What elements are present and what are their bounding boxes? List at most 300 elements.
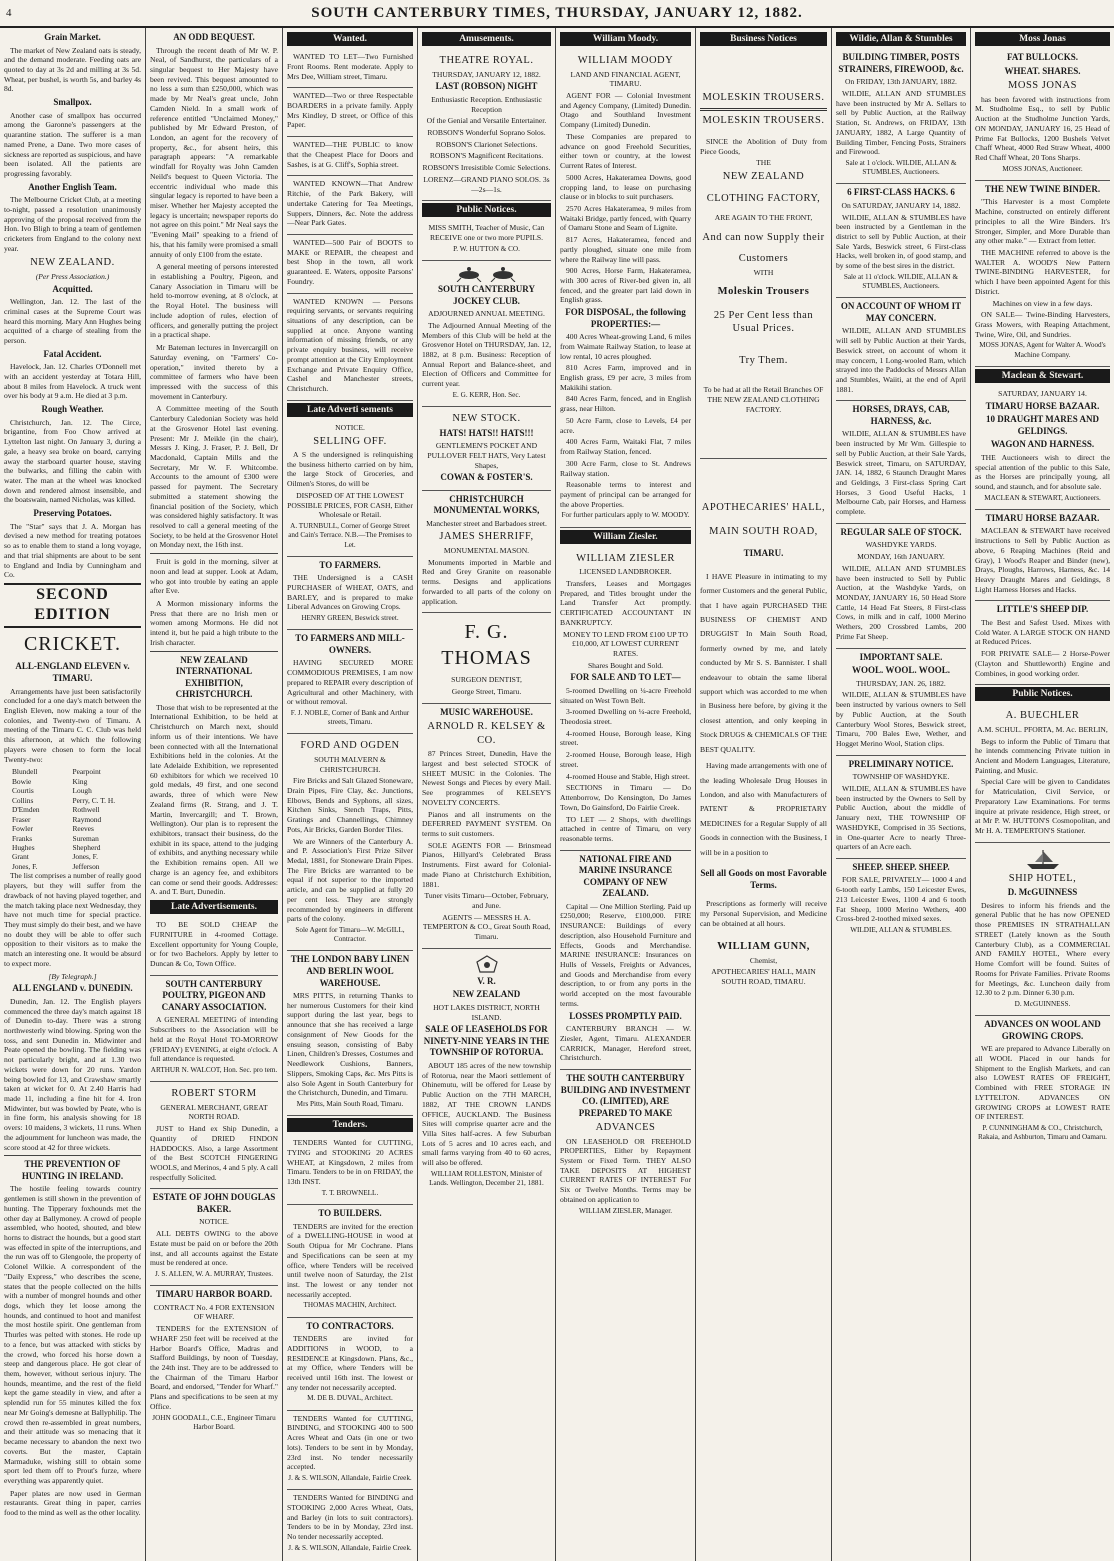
ad-heading: LITTLE'S SHEEP DIP.	[996, 604, 1089, 615]
ad-text: TENDERS Wanted for CUTTING, TYING and STOOKING 20 ACRES WHEAT, at Kingsdown, 2 miles from Timaru. Tenders to be in on FRIDAY, the 13th INST.	[287, 1138, 413, 1187]
advertisement	[287, 1490, 413, 1559]
page-number: 4	[6, 7, 13, 19]
article-body: Dunedin, Jan. 12. The English players commenced the three day's match against 18 of Dunedin to-day. There was a strong northwesterly wind blowing. Spring won the toss, and sent Dunedin in. Midwinter and Peate opened the bowling. The fielding was not particularly bright, and at 1.30 two wickets were down for 20 runs. Yardon being bowled for 13, and Crawshaw smartly taken at wicket for 0. At 2.40 Harris had made 11, including a fine hit for 4. Iron Midwinter, but was bowled by Peate, who is in fine form, his analysis showing for 18 overs: 10 maidens, 3 wickets, 11 runs. When the adjournment for luncheon was made, the score stood at 42 for three wickets.	[4, 996, 141, 1152]
ad-heading: Customers	[738, 253, 789, 265]
divider	[4, 1155, 141, 1156]
advertisement	[836, 859, 966, 941]
ad-heading: ROBERT STORM	[171, 1088, 257, 1100]
ad-heading: TIMARU HORSE BAZAAR.	[985, 512, 1100, 523]
ad-heading: SELLING OFF.	[313, 435, 387, 447]
section-banner: Amusements.	[422, 32, 551, 46]
ad-text: has been favored with instructions from M. Studholme Esq., to sell by Public Auction at the Studholme Junction Yards, ON MONDAY, JANUARY 16, 25 Head of Prime Fat Bullocks, 1200 Bushels Velvet Chaff Wheat, 4000 Red Straw Wheat, 4000 Red Chaff Wheat, 20 Tons Sharps.	[975, 94, 1110, 162]
ad-signature: Mrs Pitts, Main South Road, Timaru.	[296, 1099, 404, 1108]
ad-heading: 6 FIRST-CLASS HACKS. 6	[847, 187, 955, 198]
ad-text: 5-roomed Dwelling on ¼-acre Freehold situated on West Town Belt.	[560, 685, 691, 705]
ad-text: WILDIE, ALLAN & STUMBLES have been instructed by the Owners to Sell by Public Auction, about the middle of January next, THE TOWNSHIP OF WASHDYKE, Comprised in 35 Sections, in One-quarter Acre to nearly Three-quarters of an Acre each.	[836, 783, 966, 852]
ad-heading: WAGON AND HARNESS.	[990, 439, 1095, 450]
ad-heading: Moleskin Trousers	[717, 286, 810, 298]
ad-signature: M. DE B. DUVAL, Architect.	[307, 1394, 393, 1403]
ad-subheading: TOWNSHIP OF WASHDYKE.	[852, 772, 950, 782]
ad-text: ON LEASEHOLD OR FREEHOLD PROPERTIES, Either by Repayment System or Fixed Term. THEY ALSO TAKE DEPOSITS AT HIGHEST CURRENT RATES OF INTEREST For Six or Twelve Months. Terms may be obtained on application to	[560, 1136, 691, 1204]
masthead	[0, 0, 1114, 28]
ad-text: "This Harvester is a most Complete Machine, constructed on entirely different principles to all the Wire Binders. It's Stronger, Simpler, and More Durable than any other make." — Extract from letter.	[975, 197, 1110, 246]
advertisement	[287, 137, 413, 176]
advertisement	[287, 1318, 413, 1411]
ad-heading: THE LONDON BABY LINEN AND BERLIN WOOL WAREHOUSE.	[290, 954, 410, 988]
ad-heading: FAT BULLOCKS.	[1006, 52, 1078, 63]
ad-signature: HENRY GREEN, Beswick street.	[301, 614, 399, 623]
article-body: The Melbourne Cricket Club, at a meeting to-night, passed a resolution unanimously approving of the proposal received from the Hon. Ivo Bligh to bring a team of gentlemen cricketers from England to the colony next year.	[4, 195, 141, 253]
advertisement	[836, 649, 966, 756]
ad-text: WILDIE, ALLAN & STUMBLES have been instructed by various owners to Sell by Public Auction, at the South Canterbury Wool Stores, Beswick street, Timaru, 700 Bales Ewe, Wether, and Hogget Merino Wool, Station clips.	[836, 690, 966, 748]
ad-text: FOR PRIVATE SALE— 2 Horse-Power (Clayton and Shuttleworth) Engine and Combines, in good working order.	[975, 649, 1110, 678]
ad-text: ROBSON'S Clarionet Selections.	[435, 139, 538, 149]
advertisement	[975, 510, 1110, 602]
article-body: The list comprises a number of really good players, but they will suffer from the drawback of not having played together, and the match taking place next Wednesday, they have not much time for special practice. They must simply do their best, and we have no doubt they will be able to offer such opposition to their visitors as to make the match an interesting one. It would be absurd to expect more.	[4, 871, 141, 968]
player-name: Pearpoint	[72, 767, 101, 777]
ad-subheading: LICENSED LANDBROKER.	[579, 567, 672, 577]
player-name: Jones, F.	[12, 861, 38, 871]
ad-text: TENDERS are invited for ADDITIONS in WOOD, to a RESIDENCE at Kingsdown. Plans, &c., at my Office, where Tenders will be received until 16th inst. The lowest or any tender not necessarily accepted.	[287, 1334, 413, 1392]
player-name: Raymond	[72, 814, 102, 824]
ad-signature: WILLIAM ROLLESTON, Minister of Lands. Wellington, December 21, 1881.	[429, 1169, 544, 1188]
divider	[700, 108, 827, 111]
ship-icon	[1023, 848, 1063, 870]
ad-heading: SOUTH CANTERBURY JOCKEY CLUB.	[438, 284, 535, 306]
column-2-news	[146, 28, 283, 1561]
ad-text: TIMARU.	[743, 548, 784, 559]
advertisement	[836, 49, 966, 184]
ad-text: WILDIE, ALLAN AND STUMBLES will sell by Public Auction at their Yards, Beswick street, on account of whom it may concern, 1 Long-wooled Ram, which strayed into the Paddocks of Messrs Allan and Stumbles, Waiiti, at the end of April 1881.	[836, 326, 966, 394]
advertisement	[836, 524, 966, 649]
advertisement	[836, 756, 966, 859]
ad-signature: D. McGUINNESS.	[1014, 999, 1071, 1008]
ad-text: 87 Princes Street, Dunedin, Have the largest and best selected STOCK of SHEET MUSIC in the Colonies. The Newest Songs and Pieces by every Mail. See programmes of KELSEY'S NOVELTY CONCERTS.	[422, 749, 551, 807]
ad-signature: Sole Agent for Timaru—W. McGILL, Contractor.	[295, 926, 405, 944]
ad-subheading: MONUMENTAL MASON.	[443, 545, 530, 555]
ad-signature: J. & S. WILSON, Allandale, Fairlie Creek.	[288, 1543, 412, 1552]
advertisement	[287, 734, 413, 951]
ad-heading: WOOL. WOOL. WOOL.	[852, 665, 950, 676]
ad-heading: V. R.	[477, 975, 496, 986]
divider	[150, 553, 278, 554]
advertisement	[287, 420, 413, 557]
advertisement	[975, 386, 1110, 510]
ad-text: THE Undersigned is a CASH PURCHASER of WHEAT, OATS, and BARLEY, and is prepared to make Liberal Advances on Growing Crops.	[287, 573, 413, 612]
ad-subheading: CONTRACT No. 4 FOR EXTENSION OF WHARF.	[153, 1302, 275, 1322]
ad-heading: CHRISTCHURCH MONUMENTAL WORKS,	[433, 493, 540, 516]
ad-heading: WILLIAM ZIESLER	[576, 552, 675, 564]
player-name: D'Emden	[12, 805, 40, 815]
ad-text: THE	[756, 158, 771, 168]
ad-text: LAST (ROBSON) NIGHT	[435, 81, 538, 92]
ad-signature: Sale at 11 o'clock. WILDIE, ALLAN & STUMBLES, Auctioneers.	[843, 272, 959, 291]
ad-text: 900 Acres, Horse Farm, Hakateramea, with 300 acres of River-bed given in, all fenced, and the greater part laid down in English grass.	[560, 266, 691, 305]
ad-heading: IMPORTANT SALE.	[859, 651, 943, 662]
ad-text: 50 Acre Farm, close to Levels, £4 per acre.	[560, 415, 691, 435]
columns	[0, 28, 1114, 1561]
advertisement	[836, 298, 966, 401]
section-heading: NEW ZEALAND.	[30, 257, 115, 269]
advertisement	[287, 1135, 413, 1205]
ad-heading: BUILDING TIMBER, POSTS STRAINERS, FIREWOOD, &c.	[838, 52, 964, 74]
article-body: The "Star" says that J. A. Morgan has devised a new method for treating potatoes so as to enable them to stand a long voyage, and that trial shipments are about to be sent to England and India by Cunningham and Co.	[4, 521, 141, 580]
article-body: Fruit is gold in the morning, silver at noon and lead at supper. Look at Adam, who got into trouble by eating an apple after Eve.	[150, 557, 278, 596]
ad-text: ROBSON'S Wonderful Soprano Solos.	[427, 127, 546, 137]
ad-text: HATS! HATS!! HATS!!!	[439, 427, 534, 438]
ad-subheading: MONDAY, 16th JANUARY.	[857, 552, 945, 562]
ad-text: SINCE the Abolition of Duty from Piece Goods,	[700, 137, 827, 156]
ad-name: D. McGUINNESS	[1007, 887, 1078, 898]
ad-text: Tuner visits Timaru—October, February, and June.	[424, 891, 549, 911]
ad-text: 4-roomed House and Stable, High street.	[566, 771, 690, 781]
advertisement	[287, 176, 413, 235]
ad-text: WANTED KNOWN—That Andrew Ritchie, of the Park Bakery, will undertake Catering for Tea Meetings, Suppers, Dinners, &c. Note the address—Near Park Gates.	[287, 179, 413, 228]
telegraph-note: [By Telegraph.]	[48, 971, 97, 981]
headline: Fatal Accident.	[43, 348, 102, 359]
advertisement	[975, 843, 1110, 1016]
ad-heading: TIMARU HARBOR BOARD.	[155, 1289, 273, 1300]
ad-text: A GENERAL MEETING of intending Subscribers to the Association will be held at the Royal Hotel TO-MORROW (FRIDAY) EVENING, at eight o'clock. A full attendance is requested.	[150, 1015, 278, 1064]
ad-text: Enthusiastic Reception. Enthusiastic Reception	[431, 94, 542, 114]
ad-text: DISPOSED OF AT THE LOWEST POSSIBLE PRICES, FOR CASH, Either Wholesale or Retail.	[287, 490, 413, 520]
section-banner: Maclean & Stewart.	[975, 369, 1110, 383]
ad-text: LORENZ—GRAND PIANO SOLOS. 3s—2s—1s.	[423, 174, 550, 194]
ad-text: Having made arrangements with one of the leading Wholesale Drug Houses in London, and also with Manufacturers of PATENT & PROPRIETARY MEDICINES for a Regular Supply of all Goods in connection with the Business, I will be in a position to	[700, 761, 827, 857]
ad-heading: PRELIMINARY NOTICE.	[848, 758, 954, 769]
ad-text: Machines on view in a few days.	[992, 298, 1093, 308]
ad-text: WANTED TO LET—Two Furnished Front Rooms. Rent moderate. Apply to Mrs Dee, William street, Timaru.	[287, 52, 413, 81]
ad-text: 2570 Acres Hakateramea, 9 miles from Waitaki Bridge, partly fenced, with Quarry of Oamaru Stone and Seam of Lignite.	[560, 203, 691, 233]
ad-text: THE Auctioneers wish to direct the special attention of the public to this Sale, as the Horses are principally young, all sound, and staunch, and for absolute sale.	[975, 452, 1110, 491]
player-name: Franks	[12, 833, 33, 843]
ad-text: ON SALE— Twine-Binding Harvesters, Grass Mowers, with Reaping Attachment, Twine, Wire, Oil, and Sundries.	[975, 310, 1110, 339]
advertisement	[150, 917, 278, 976]
ad-subheading: ADJOURNED ANNUAL MEETING.	[428, 309, 545, 319]
advertisement	[422, 491, 551, 614]
ad-heading: SOUTH CANTERBURY POULTRY, PIGEON AND CANARY ASSOCIATION.	[161, 978, 267, 1012]
column-4-ads	[418, 28, 556, 1561]
advertisement	[287, 235, 413, 294]
ad-text: Desires to inform his friends and the general Public that he has now OPENED those PREMISES IN STRATHALLAN STREET (Lately known as the South Canterbury Club), as a COMMERCIAL AND FAMILY HOTEL, Where every Home Comfort will be found. Suites of Rooms for Private Families. Private Rooms for Meetings, &c. Luncheon daily from 12.30 to 2 p.m. Dinner 6.30 p.m.	[975, 900, 1110, 998]
player-name: Perry, C. T. H.	[72, 795, 116, 805]
headline: Grain Market.	[44, 32, 101, 42]
headline: ALL-ENGLAND ELEVEN v. TIMARU.	[15, 661, 130, 683]
ad-heading: FORD AND OGDEN	[300, 740, 400, 752]
advertisement	[975, 704, 1110, 842]
ad-heading: APOTHECARIES' HALL,	[701, 502, 826, 514]
divider	[150, 651, 278, 652]
ad-heading: Sell all Goods on most Favorable Terms.	[700, 868, 827, 890]
ad-name: JAMES SHERRIFF,	[439, 531, 534, 543]
ad-text: ARE AGAIN TO THE FRONT,	[714, 213, 813, 223]
ad-text: Prescriptions as formerly will receive my Personal Supervision, and Medicine can be obtained at all hours.	[700, 899, 827, 928]
ad-heading: NATIONAL FIRE AND MARINE INSURANCE COMPANY OF NEW ZEALAND.	[578, 853, 673, 899]
ad-text: SECTIONS in Timaru — Do Attenborrow, Do Kensington, Do James Town, Do Gainsford, Do Fairlie Creek.	[560, 783, 691, 812]
crest-icon	[472, 954, 502, 974]
ad-text: TENDERS Wanted for BINDING and STOOKING 2,000 Acres Wheat, Oats, and Barley (in lots to suit contractors). Tenders to be in by Monday, 23rd inst. No tender necessarily accepted.	[287, 1493, 413, 1542]
advertisement	[287, 88, 413, 137]
ad-text: MACLEAN & STEWART have received instructions to Sell by Public Auction as above, 6 Reaping Machines (Reid and Gray), 1 Wood's Reaper and Binder (new), Drays, Ploughs, Harrows, Harness, &c. 14 Heavy Draught Mares and Geldings, 8 Light Harness Horses and Hacks.	[975, 526, 1110, 594]
article-body: Another case of smallpox has occurred among the Garonne's passengers at the quarantine station. The sufferer is a man named Prene, a Dane. Two more cases of sickness are reported as suspicious, and have been isolated. All the patients are progressing favorably.	[4, 110, 141, 178]
advertisement	[836, 184, 966, 298]
ad-text: 300 Acre Farm, close to St. Andrews Railway station.	[560, 458, 691, 478]
ad-text: WILDIE, ALLAN & STUMBLES have been instructed by a Gentleman in the district to sell by Public Auction, at their Sale Yards, Beswick street, 6 First-class Hacks, well broken in, of good stamp, and by some of the best sires in the district.	[836, 212, 966, 271]
ad-text: 810 Acres Farm, improved and in English grass, £9 per acre, 3 miles from Makikihi station.	[560, 363, 691, 392]
ad-text: Chemist,	[749, 955, 778, 965]
advertisement	[700, 49, 827, 459]
ad-heading: WILLIAM MOODY	[577, 55, 674, 67]
advertisement	[836, 401, 966, 524]
ad-name: WILLIAM GUNN,	[717, 941, 810, 953]
headline: THE PREVENTION OF HUNTING IN IRELAND.	[21, 1159, 124, 1181]
article-body: The market of New Zealand oats is steady, and the demand moderate. Feeding oats are quoted to day at 3s 2d and milling at 3s 5d. Wheat, per bushel, is worth 5s, and barley 4s 8d.	[4, 45, 141, 94]
ad-signature: P. W. HUTTON & CO.	[453, 244, 520, 253]
section-banner: Wildie, Allan & Stumbles	[836, 32, 966, 46]
headline: NEW ZEALAND INTERNATIONAL EXHIBITION, CHRISTCHURCH.	[175, 654, 253, 700]
ad-text: The Adjourned Annual Meeting of the Members of this Club will be held at the Grosvenor Hotel on THURSDAY, Jan. 12, 1882, at 8 p.m. Business: Reception of Annual Report and Balance-sheet, and Election of Officers and Committee for current year.	[422, 320, 551, 389]
advertisement	[150, 976, 278, 1082]
ad-text: MONEY TO LEND FROM £100 UP TO £10,000, AT LOWEST CURRENT RATES.	[562, 629, 689, 658]
advertisement	[975, 601, 1110, 685]
column-6-ads	[696, 28, 832, 1561]
ad-heading: WHEAT. SHARES.	[1004, 65, 1081, 76]
ad-text: LOSSES PROMPTLY PAID.	[569, 1010, 682, 1021]
ad-text: WANTED KNOWN — Persons requiring servants, or servants requiring situations of any description, can be supplied at once. Anyone wanting information of missing friends, or any private enquiry business, will receive prompt attention at the City Employment Exchange and Private Enquiry Office, Cashel and Manchester streets, Christchurch.	[287, 296, 413, 393]
ad-subheading: NOTICE.	[335, 422, 365, 432]
ad-text: Reasonable terms to interest and payment of principal can be arranged for the above Properties.	[560, 480, 691, 509]
player-name: Shepherd	[72, 843, 101, 853]
horse-race-icon	[447, 266, 527, 282]
ad-subheading: THURSDAY, JAN. 26, 1882.	[856, 678, 946, 688]
player-name: Jones, F.	[72, 852, 98, 862]
ad-heading: TO BUILDERS.	[318, 1208, 382, 1219]
advertisement	[287, 951, 413, 1116]
ad-heading: CLOTHING FACTORY,	[706, 192, 821, 204]
section-banner: Public Notices.	[975, 687, 1110, 701]
ad-subheading: SATURDAY, JANUARY 14.	[998, 389, 1087, 399]
headline: Smallpox.	[53, 97, 92, 108]
ad-subheading: SOUTH MALVERN & CHRISTCHURCH.	[314, 754, 386, 774]
ad-heading: TO FARMERS AND MILL-OWNERS.	[295, 633, 405, 655]
ad-text: Of the Genial and Versatile Entertainer.	[426, 116, 547, 126]
column-1-news	[0, 28, 146, 1561]
player-name: Collins	[12, 795, 34, 805]
ad-signature: P. CUNNINGHAM & CO., Christchurch, Rakaia, and Ashburton, Timaru and Oamaru.	[978, 1123, 1107, 1142]
ad-text: Monuments imported in Marble and Red and Grey Granite on reasonable terms. Designs and applications forwarded to all parts of the colony on application.	[422, 557, 551, 606]
ad-text: COWAN & FOSTER'S.	[440, 472, 533, 483]
player-name: Jefferson	[72, 861, 100, 871]
second-edition-banner: SECOND EDITION	[4, 583, 141, 628]
ad-heading: NEW STOCK.	[452, 413, 521, 425]
player-name: Bowie	[12, 776, 32, 786]
ad-name: ADVANCES	[595, 1122, 656, 1134]
advertisement	[560, 1070, 691, 1222]
ad-text: GENTLEMEN'S POCKET AND PULLOVER FELT HATS, Very Latest Shapes,	[427, 441, 546, 470]
ad-heading: THE NEW TWINE BINDER.	[984, 183, 1101, 194]
masthead-title: SOUTH CANTERBURY TIMES, THURSDAY, JANUARY 12, 1882.	[311, 4, 803, 21]
ad-subheading: GENERAL MERCHANT, GREAT NORTH ROAD.	[160, 1102, 268, 1122]
ad-subheading: FOR DISPOSAL, the following PROPERTIES:—	[565, 307, 686, 329]
ad-text: 5000 Acres, Hakateramea Downs, good cropping land, to lease on purchasing clause or in blocks to suit purchasers.	[560, 172, 691, 202]
advertisement	[975, 1016, 1110, 1148]
ad-subheading: SALE OF LEASEHOLDS FOR NINETY-NINE YEARS IN THE TOWNSHIP OF ROTORUA.	[423, 1024, 550, 1058]
advertisement	[422, 49, 551, 201]
player-name: Courtis	[12, 786, 34, 796]
article-body: Arrangements have just been satisfactorily concluded for a one day's match between the English Eleven, now making a tour of the colonies, and Twenty-two of Timaru. A meeting of the Timaru C. C. Club was held this afternoon, at which the following players were chosen to form the local Twenty-two:	[4, 686, 141, 764]
ad-name: MOSS JONAS	[1008, 80, 1077, 92]
ad-text: ABOUT 185 acres of the new township of Rotorua, near the Maori settlement of Ohinemutu, will be offered for Lease by Public Auction on the 7TH MARCH, 1882, AT THE CROWN LANDS OFFICE, AUCKLAND. The Business Sites will comprise quarter acre and the Villa Sites half-acres. A few Suburban Lots of 5 acres and 10 acres each, and small farms varying from 40 to 60 acres, will also be offered.	[422, 1060, 551, 1168]
section-banner: William Moody.	[560, 32, 691, 46]
ad-signature: J. S. ALLEN, W. A. MURRAY, Trustees.	[154, 1270, 274, 1278]
ad-text: Pianos and all instruments on the DEFERRED PAYMENT SYSTEM. On terms to suit customers.	[422, 809, 551, 838]
ad-signature: MACLEAN & STEWART, Auctioneers.	[984, 493, 1101, 502]
headline: Another English Team.	[28, 181, 117, 192]
article-body: A Committee meeting of the South Canterbury Caledonian Society was held at the Grosvenor Hotel last evening. Present: Mr J. Meikle (in the chair), Messrs J. King, J. Fraser, P. J. Bell, Dr Macdonald, Captain Mills and the Secretary, Mr W. F. Whitcombe. Accounts to the amount of £300 were passed for payment. The Secretary submitted a statement showing the financial position of the Society, which was considered highly satisfactory. It was resolved to call a general meeting of the Society, to be held at the Grosvenor Hotel on Monday next, the 16th inst.	[150, 404, 278, 550]
ad-heading: THEATRE ROYAL.	[439, 55, 534, 67]
ad-heading: MOLESKIN TROUSERS.	[702, 114, 825, 126]
ad-text: AGENTS — MESSRS H. A. TEMPERTON & CO., Great South Road, Timaru.	[422, 912, 551, 942]
ad-text: We are Winners of the Canterbury A. and P. Association's First Prize Silver Medal, 1881, for Stoneware Drain Pipes. The Fire Bricks are warranted to be equal if not superior to the imported article, and can be supplied at fully 20 per cent less. They are strongly recommended by engineers in different parts of the colony.	[287, 836, 413, 924]
advertisement	[287, 630, 413, 734]
ad-heading: SHEEP. SHEEP. SHEEP.	[852, 861, 950, 872]
player-name: Fraser	[12, 814, 31, 824]
ad-subheading: On FRIDAY, 13th JANUARY, 1882.	[845, 77, 957, 87]
advertisement	[287, 49, 413, 88]
ad-heading: 25 Per Cent less than Usual Prices.	[713, 309, 814, 335]
ad-text: HAVING SECURED MORE COMMODIOUS PREMISES, I am now prepared to REPAIR every description of Agricultural and other Machinery, with or without removal.	[287, 658, 413, 707]
section-banner: Public Notices.	[422, 203, 551, 217]
ad-heading: And can now Supply their	[702, 231, 825, 243]
ad-heading: ESTATE OF JOHN DOUGLAS BAKER.	[152, 1192, 276, 1214]
ad-heading: REGULAR SALE OF STOCK.	[840, 526, 962, 537]
player-name: Blundell	[12, 767, 38, 777]
ad-subheading: NOTICE.	[199, 1217, 229, 1227]
ad-text: ALL DEBTS OWING to the above Estate must be paid on or before the 20th inst, and all accounts against the Estate must be rendered at once.	[150, 1229, 278, 1268]
ad-signature: MOSS JONAS, Agent for Walter A. Wood's Machine Company.	[979, 341, 1106, 359]
ad-text: Capital — One Million Sterling. Paid up £250,000; Reserve, £100,000. FIRE INSURANCE: Buildings of every description, also Household Furniture and Effects, Goods and Merchandise. MARINE INSURANCE: Insurances on Hulls of Vessels, Freights or Advances, and Goods and Merchandise from every description, to or from any ports in the world accepted on the most favourable terms.	[560, 901, 691, 1008]
ad-text: JUST to Hand ex Ship Dunedin, a Quantity of DRIED FINDON HADDOCKS. Also, a large Assortment of the Best SCOTCH FINGERING WOOLS, and Merinos, 4 and 5 ply. A call respectfully Solicited.	[150, 1124, 278, 1182]
article-body: A Mormon missionary informs the Press that there are no Irish men or women among Mormons. He did not intend it, but he paid a high tribute to the Irish character.	[150, 599, 278, 647]
ad-subheading: On SATURDAY, JANUARY 14, 1882.	[841, 200, 961, 210]
player-name: Reeves	[72, 824, 94, 834]
section-subheading: (Per Press Association.)	[35, 271, 110, 281]
ad-signature: MOSS JONAS, Auctioneer.	[1002, 164, 1083, 173]
ad-text: 4-roomed House, Borough lease, King street.	[560, 728, 691, 748]
column-8-ads	[971, 28, 1114, 1561]
ad-heading: SHIP HOTEL,	[1008, 872, 1077, 884]
advertisement	[700, 459, 827, 993]
ad-heading: HORSES, DRAYS, CAB, HARNESS, &c.	[852, 404, 950, 426]
ad-text: FOR SALE, PRIVATELY— 1000 4 and 6-tooth early Lambs, 150 Leicester Ewes, 213 Leicester Ewes, 1100 4 and 6 tooth Fat Sheep, 1000 Merino Wethers, 400 Cross-bred 2-toothed mixed sexes.	[836, 875, 966, 924]
ad-text: 840 Acres Farm, fenced, and in English grass, near Hilton.	[560, 394, 691, 414]
ad-name: ARNOLD R. KELSEY & CO.	[427, 721, 546, 746]
ad-signature: ARTHUR N. WALCOT, Hon. Sec. pro tem.	[150, 1065, 278, 1074]
player-name: Sureman	[72, 833, 99, 843]
ad-subheading: SURGEON DENTIST,	[451, 675, 522, 685]
section-banner: William Ziesler.	[560, 530, 691, 544]
advertisement	[422, 407, 551, 491]
player-name: Lough	[72, 786, 92, 796]
ad-text: Special Care will be given to Candidates for Matriculation, Civil Service, or Preparatory Law Examinations. For terms inquire at private residence, High street, or at Mr P. W. HUTTON'S Cosmopolitan, and Mr H. A. TEMPERTON'S Stationer.	[975, 777, 1110, 836]
ad-text: Transfers, Leases and Mortgages Prepared, and Titles brought under the Land Transfer Act promptly. CERTIFICATED ACCOUNTANT IN BANKRUPTCY.	[560, 578, 691, 627]
advertisement	[150, 1082, 278, 1189]
ad-signature: J. & S. WILSON, Allandale, Fairlie Creek.	[288, 1473, 412, 1482]
ad-text: CANTERBURY BRANCH — W. Ziesler, Agent, Timaru. ALEXANDER CARRICK, Manager, Hereford street, Christchurch.	[560, 1024, 691, 1063]
ad-heading: TO CONTRACTORS.	[306, 1320, 394, 1331]
section-banner: Business Notices	[700, 32, 827, 46]
ad-text: WILDIE, ALLAN AND STUMBLES have been instructed by Mr A. Sellars to sell by Public Auction, at the Railway Station, St. Andrews, on FRIDAY, 13th JANUARY, 1882, A Large Quantity of Building Timber, Fencing Posts, Strainers and Firewood.	[836, 88, 966, 157]
ad-text: WILDIE, ALLAN & STUMBLES have been instructed by Mr Wm. Gillespie to sell by Public Auction, at their Sale Yards, Beswick street, Timaru, on SATURDAY, JAN. 14, 1882, 6 Staunch Draught Mares and Geldings, 3 First-class Spring Cart Horses, 3 Good Useful Hacks, 1 Melbourne Cab, pair Horses, and Harness complete.	[836, 429, 966, 517]
ad-signature: T. T. BROWNELL.	[321, 1188, 379, 1197]
ad-text: TENDERS are invited for the erection of a DWELLING-HOUSE in wood at South Otipua for Mr Cochrane. Plans and Specifications can be seen at my office, where Tenders will be received until twelve noon of Saturday, the 21st inst. The lowest or any tender not necessarily accepted.	[287, 1221, 413, 1299]
ad-heading: TO FARMERS.	[319, 559, 381, 570]
ad-subheading: LAND AND FINANCIAL AGENT, TIMARU.	[570, 69, 681, 89]
ad-text: THURSDAY, JANUARY 12, 1882.	[432, 69, 541, 79]
advertisement	[150, 1286, 278, 1438]
ad-text: ROBSON'S Irresistible Comic Selections.	[422, 163, 551, 173]
ad-text: I HAVE Pleasure in intimating to my former Customers and the general Public, that I have again PURCHASED THE BUSINESS OF CHEMIST AND DRUGGIST In Main South Road, formerly owned by me, and lately conducted by Mr S. S. Bannister. I shall endeavour to obtain the same liberal support which was accorded to me when in Business here before, by giving it the closest attention, and only keeping in Stock DRUGS & CHEMICALS OF THE BEST QUALITY.	[700, 571, 827, 754]
ad-subheading: HOT LAKES DISTRICT, NORTH ISLAND.	[433, 1002, 540, 1022]
article-body: Paper plates are now used in German restaurants. Great thing in paper, carries food to the mind as well as the other locality.	[4, 1488, 141, 1518]
advertisement	[560, 49, 691, 527]
ad-signature: THOMAS MACHIN, Architect.	[303, 1301, 397, 1310]
ad-text: ROBSON'S Magnificent Recitations.	[429, 151, 544, 161]
headline: Acquitted.	[52, 283, 93, 294]
section-banner: Moss Jonas	[975, 32, 1110, 46]
ad-heading: ON ACCOUNT OF WHOM IT MAY CONCERN.	[840, 301, 962, 323]
ad-subheading: A.M. SCHUL. PFORTA, M. Ac. BERLIN,	[977, 724, 1108, 734]
article-body: The hostile feeling towards country gentlemen is still shown in the prevention of hunting. The Tipperary foxhounds met the other day at Ballymoney. A crowd of people assembled, who hooted, shouted, and blew horns to distract the hounds, but a good start was effected in spite of the interruptions, and the run was off to Glengoole, the property of Colonel Wilkie. A correspondent of the "Daily Express," who describes the scene, states that the people collected on the hills with a number of mongrel hounds and other dogs, which they let loose among the hounds, and continued to hoot and manifest the most hostile spirit. One gentleman from Thurles was pelted with stones. He rode up to a fence, but was attacked with sticks by the crowd, who forced his horse down a steep and dangerous place. He got clear of them, however, without serious injury. The hounds, meantime, and the rest of the field kept the game steadily in view, and after a splendid run for 55 minutes killed the fox near Mr Going's demesne at Ballyphilip. The crowd then re-assembled in great numbers, and their attitude was so menacing that it became necessary to abandon the next two coverts. But the master, Captain Marmaduke, wishing still to obtain some sport led them off to Prout's furze, where everything was apparently quiet.	[4, 1184, 141, 1485]
advertisement	[422, 613, 551, 704]
ad-signature: A. TURNBULL, Corner of George Street and Cain's Terrace. N.B.—The Premises to Let.	[288, 522, 412, 549]
ad-signature: WILDIE, ALLAN & STUMBLES.	[850, 926, 952, 935]
ad-text: WANTED—THE PUBLIC to know that the Cheapest Place for Doors and Sashes, is at G. Cliff's, Sophia street.	[287, 140, 413, 169]
ad-text: TO BE SOLD CHEAP the FURNITURE in 4-roomed Cottage. Excellent opportunity for Young Couple, or for two Bachelors. Apply by letter to Duncan & Co, Town Office.	[150, 920, 278, 969]
ad-text: WITH	[753, 267, 774, 277]
ad-heading: MAIN SOUTH ROAD,	[709, 525, 818, 537]
ad-text: George Street, Timaru.	[451, 687, 522, 697]
ad-text: 3-roomed Dwelling on ¼-acre Freehold, Theodosia street.	[560, 707, 691, 727]
ad-heading: THE SOUTH CANTERBURY BUILDING AND INVESTMENT CO. (LIMITED), ARE PREPARED TO MAKE	[560, 1073, 691, 1118]
ad-text: MRS PITTS, in returning Thanks to her numerous Customers for their kind support during the last year, begs to announce that she has received a large consignment of New Goods for the ensuing season, consisting of Baby Linen, Children's Dresses, Costumes and Needlework Cushions, Banners, Slippers, Smoking Caps, &c. Mrs Pitts is also Sole Agent in South Canterbury for the Christchurch, Dunedin, and Timaru.	[287, 991, 413, 1098]
ad-text: TENDERS Wanted for CUTTING, BINDING, and STOOKING 400 to 500 Acres Wheat and Oats (in one or two lots). Tenders to be sent in by Monday, 23rd inst. No tender necessarily accepted.	[287, 1413, 413, 1472]
advertisement	[422, 704, 551, 949]
ad-text: 400 Acres Farm, Waitaki Flat, 7 miles from Railway Station, fenced.	[560, 437, 691, 457]
article-body: Those that wish to be represented at the International Exhibition, to be held at Christchurch on March next, should inform us of their intentions. We have been connected with all the International Exhibitions held in the colonies. At the late Adelaide Exhibition, we represented 60 exhibitors for which we received 10 gold medals, 49 first, and one second awards, three of which were New Zealand firms (R. Strang, and J. T. Martin, Invercargill; and T. Brown, Wellington). Our plan is to represent the exhibitors, transact their business, do the exhibit in its space, attend to the judging of exhibits, and anything necessary while the Exhibition remains open. All we charge is an agency fee, and exhibitors can come or send their goods. Addresses: A. and T. Burt, Dunedin.	[150, 702, 278, 897]
article-body: Havelock, Jan. 12. Charles O'Donnell met with an accident yesterday at Totara Hill, about 8 miles from Havelock. A truck went over his body at 9 a.m. He died at 3 p.m.	[4, 362, 141, 401]
ad-text: To be had at all the Retail Branches OF THE NEW ZEALAND CLOTHING FACTORY.	[703, 385, 824, 414]
ad-text: 817 Acres, Hakateramea, fenced and partly ploughed, situate one mile from where the Railway line will pass.	[560, 235, 691, 264]
column-7-ads	[832, 28, 971, 1561]
advertisement	[150, 1189, 278, 1286]
advertisement	[975, 49, 1110, 181]
ad-text: WANTED—500 Pair of BOOTS to MAKE or REPAIR, the cheapest and best Shop in the town, all work guaranteed. E. Waters, opposite Parsons' Foundry.	[287, 237, 413, 286]
ad-text: The Best and Safest Used. Mixes with Cold Water. A LARGE STOCK ON HAND at Reduced Prices.	[975, 617, 1110, 647]
article-body: Mr Bateman lectures in Invercargill on Saturday evening, on "Farmers' Co-operation," invited thereto by a committee of farmers who have been impressed with the success of this movement in Canterbury.	[150, 343, 278, 401]
ad-text: WE are prepared to Advance Liberally on all WOOL Placed in our hands for Shipment to the English Markets, and can also LOWEST RATES OF FREIGHT, Combined with FREE STORAGE IN LYTTELTON. ADVANCES ON GROWING CROPS at LOWEST RATE OF INTEREST.	[975, 1044, 1110, 1122]
advertisement	[287, 1411, 413, 1491]
headline: Rough Weather.	[41, 404, 104, 415]
ad-text: Fire Bricks and Salt Glazed Stoneware, Drain Pipes, Fire Clay, &c. Junctions, Elbows, Bends and Syphons, all sizes, Kitchen Sinks, Stench Traps, Pitts, Gratings and Channellings, Chimney Pots, Air Bricks, Garden Border Tiles.	[287, 776, 413, 834]
advertisement	[287, 294, 413, 401]
ad-signature: WILLIAM ZIESLER, Manager.	[578, 1206, 672, 1215]
advertisement	[287, 1205, 413, 1317]
ad-heading: 10 DRAUGHT MARES AND GELDINGS.	[985, 414, 1100, 436]
section-banner: Wanted.	[287, 32, 413, 46]
headline: ALL ENGLAND v. DUNEDIN.	[12, 983, 133, 994]
section-banner: Tenders.	[287, 1118, 413, 1132]
